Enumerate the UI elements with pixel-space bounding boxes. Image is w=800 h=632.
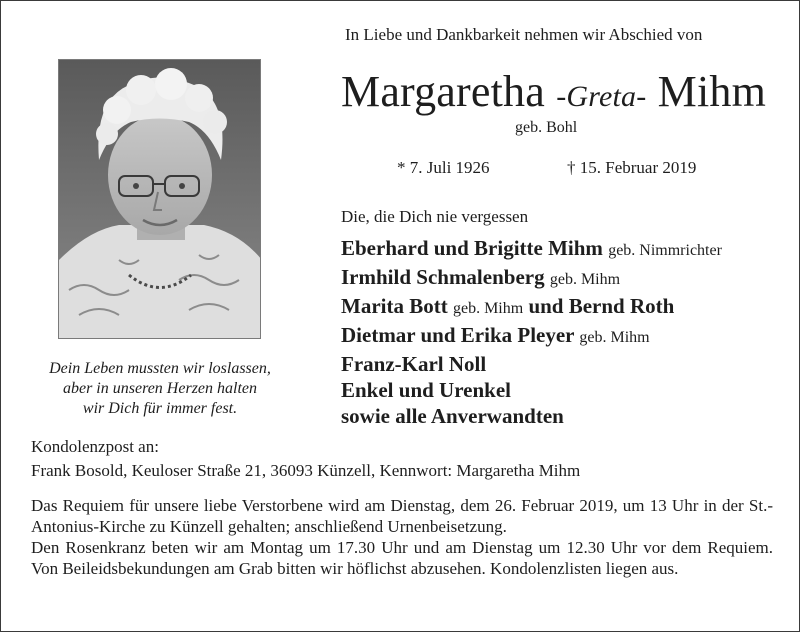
birth-date: * 7. Juli 1926 [397,158,490,177]
first-name: Margaretha [341,67,545,116]
last-name: Mihm [657,67,767,116]
mourner-name: Enkel und Urenkel [341,378,511,402]
caption-line: Dein Leben mussten wir loslassen, [49,360,271,377]
mourner-nee: geb. Mihm [579,329,650,346]
mourners-list [341,235,781,429]
birth-name: geb. Bohl [515,119,578,136]
requiem-text [31,495,773,579]
rosary-paragraph: Den Rosenkranz beten wir am Montag um 17.30 Uhr und am Dienstag um 12.30 Uhr vor dem Requiem. Von Beileidsbekundungen am Grab bitten wir höflichst abzusehen. Kondolenzlisten liegen aus. [31,538,773,578]
condolence-block [31,435,580,483]
nickname: -Greta- [556,80,647,113]
mourner-name: sowie alle Anverwandten [341,404,564,428]
death-date: † 15. Februar 2019 [567,158,697,177]
mourner-line [341,403,781,429]
mourner-nee: geb. Nimmrichter [608,242,722,259]
mourner-line [341,235,781,264]
mourner-line [341,293,781,322]
mourner-name: Dietmar und Erika Pleyer [341,323,575,347]
caption-line: wir Dich für immer fest. [82,400,238,417]
farewell-intro: In Liebe und Dankbarkeit nehmen wir Abschied von [345,25,703,44]
mourner-name: Eberhard und Brigitte Mihm [341,236,603,260]
caption-line: aber in unseren Herzen halten [62,380,258,397]
mourner-partner: und Bernd Roth [528,294,675,318]
mourner-line [341,351,781,377]
mourner-line [341,264,781,293]
mourner-name: Marita Bott [341,294,448,318]
mourner-name: Franz-Karl Noll [341,352,487,376]
requiem-paragraph: Das Requiem für unsere liebe Verstorbene wird am Dienstag, dem 26. Februar 2019, um 13 Uhr in der St.-Antonius-Kirche zu Künzell gehalten; anschließend Urnenbeisetzung. [31,496,773,536]
mourner-line [341,322,781,351]
mourner-nee: geb. Mihm [549,271,621,288]
condolence-label: Kondolenzpost an: [31,437,159,456]
portrait-photo [58,59,261,339]
mourner-name: Irmhild Schmalenberg [341,265,545,289]
mourners-intro: Die, die Dich nie vergessen [341,207,529,226]
condolence-address: Frank Bosold, Keuloser Straße 21, 36093 Künzell, Kennwort: Margaretha Mihm [31,461,581,480]
mourner-line [341,377,781,403]
mourner-nee: geb. Mihm [452,300,524,317]
photo-caption [26,359,294,419]
deceased-name [341,65,781,124]
